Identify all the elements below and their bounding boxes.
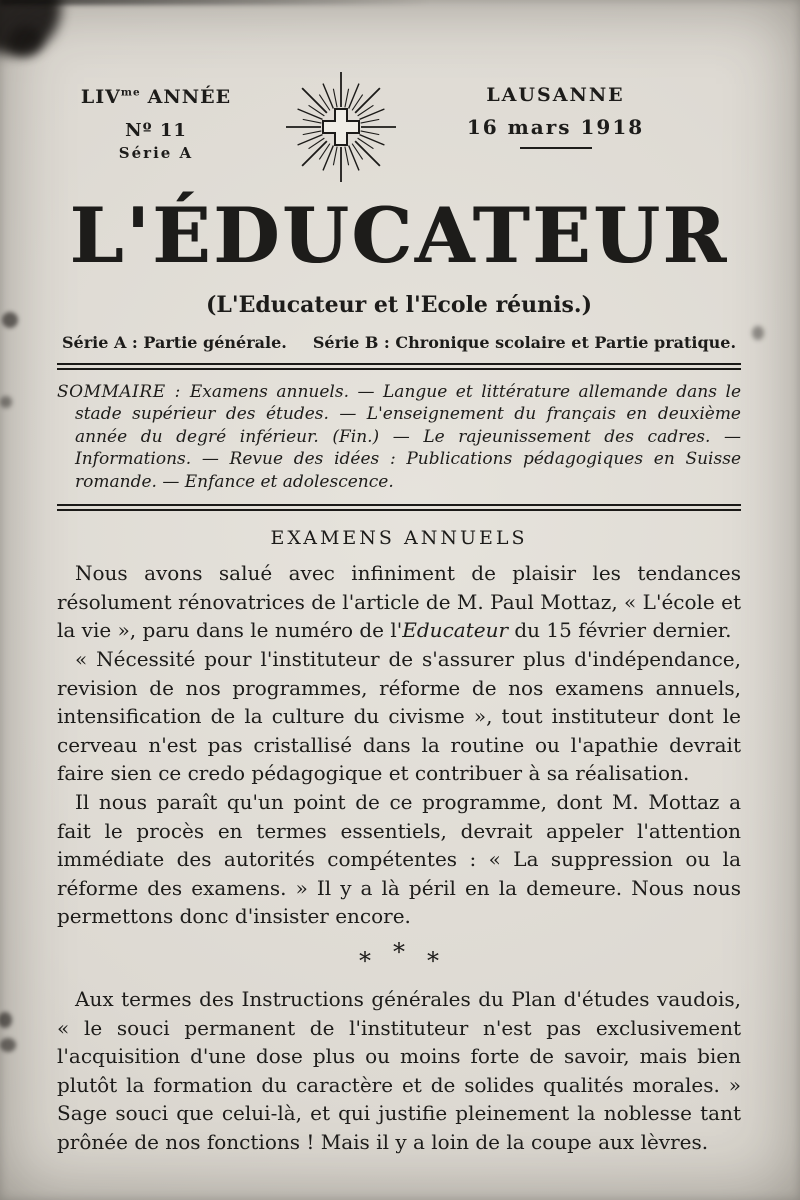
scan-artifact	[2, 312, 18, 328]
page-content	[57, 0, 741, 1156]
series-line	[57, 333, 741, 352]
series-label: Série A	[118, 144, 194, 162]
series-a-text: Série A : Partie générale.	[61, 333, 287, 352]
journal-subtitle: (L'Educateur et l'Ecole réunis.)	[206, 292, 592, 318]
asterisk: *	[359, 946, 371, 975]
article-heading: EXAMENS ANNUELS	[270, 527, 528, 550]
paragraph-1-end: du 15 février dernier.	[508, 618, 732, 643]
city: LAUSANNE	[486, 84, 625, 106]
issue-number: Nº 11	[125, 120, 187, 141]
scan-artifact	[0, 1038, 16, 1052]
paragraph-1-text: Nous avons salué avec infiniment de plaisir les tendances résolument rénovatrices de l'article de M. Paul Mottaz, « L'école et la vie », paru dans le numéro de l'	[57, 561, 741, 643]
scan-artifact	[0, 1012, 12, 1028]
series-b-text: Série B : Chronique scolaire et Partie pratique.	[312, 333, 737, 352]
asterisk: *	[393, 937, 405, 966]
scan-artifact	[8, 26, 42, 56]
issue-date: 16 mars 1918	[466, 115, 645, 139]
sommaire-label: SOMMAIRE :	[57, 382, 190, 402]
paragraph-3: Il nous paraît qu'un point de ce programme, dont M. Mottaz a fait le procès en termes essentiels, devrait appeler l'attention immédiate des autorités compétentes : « La suppression ou la réforme des examens. » Il y a là péril en la demeure. Nous nous permettons donc d'insister encore.	[57, 789, 741, 929]
scan-artifact	[752, 326, 764, 340]
paragraph-1	[57, 559, 741, 645]
divider-rule-bottom	[57, 504, 741, 511]
year-word: ANNÉE	[147, 86, 232, 108]
paragraph-2: « Nécessité pour l'instituteur de s'assurer plus d'indépendance, revision de nos programmes, réforme de nos examens annuels, intensification de la culture du civisme », tout instituteur dont le cerveau n'est pas cristallisé dans la routine ou l'apathie devrait faire sien ce credo pédagogique et contribuer à sa réalisation.	[57, 646, 741, 786]
sommaire-text: Examens annuels. — Langue et littérature allemande dans le stade supérieur des études. — L'enseignement du français en deuxième année du degré inférieur. (Fin.) — Le rajeunissement des cadres. — Informations. — Revue des idées : Publications pédagogiques en Suisse romande. — Enfance et adolescence.	[75, 382, 741, 492]
scan-artifact	[0, 396, 12, 408]
paragraph-4: Aux termes des Instructions générales du Plan d'études vaudois, « le souci permanent de l'instituteur n'est pas exclusivement l'acquisition d'une dose plus ou moins forte de savoir, mais bien plutôt la formation du caractère et de solides qualités morales. » Sage souci que celui-là, et qui justifie pleinement la noblesse tant prônée de nos fonctions ! Mais il y a loin de la coupe aux lèvres.	[57, 986, 741, 1154]
sommaire-block	[57, 381, 741, 493]
scan-artifact	[0, 0, 61, 55]
asterisk: *	[427, 946, 439, 975]
journal-title: L'ÉDUCATEUR	[69, 191, 729, 280]
section-separator	[57, 937, 741, 977]
year-prefix: LIV	[80, 86, 121, 108]
year-superscript: me	[120, 86, 141, 99]
journal-name-italic: Educateur	[402, 618, 509, 643]
divider-rule-top	[57, 363, 741, 370]
